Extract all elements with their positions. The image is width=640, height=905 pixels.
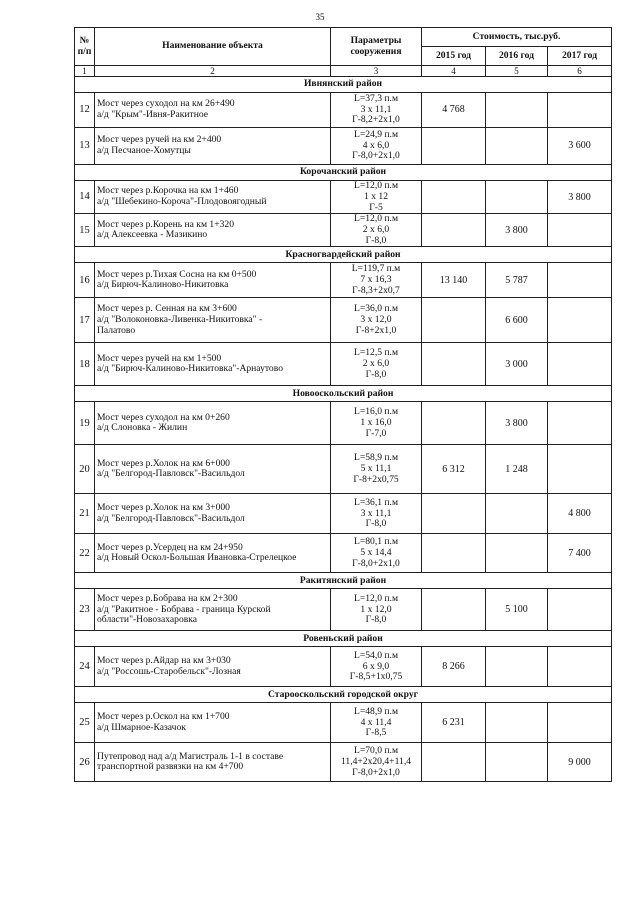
object-name-line: а/д Шмарное-Казачок bbox=[97, 721, 186, 733]
structure-params bbox=[331, 298, 422, 343]
object-name-line: Путепровод над а/д Магистраль 1-1 в составе bbox=[97, 750, 284, 762]
cost-2016 bbox=[486, 181, 548, 214]
structure-param-line: Г-8,5 bbox=[365, 727, 387, 739]
structure-param-line: Г-8,2+2х1,0 bbox=[352, 114, 400, 126]
section-title: Красногвардейский район bbox=[75, 247, 612, 263]
structure-params bbox=[331, 214, 422, 247]
object-name-line: а/д Новый Оскол-Большая Ивановка-Стрелецкое bbox=[97, 552, 297, 564]
structure-param-line: 3 х 11,1 bbox=[360, 507, 392, 519]
structure-param-line: L=12,5 п.м bbox=[353, 347, 399, 359]
row-number: 15 bbox=[75, 214, 95, 247]
cost-2016: 3 800 bbox=[486, 214, 548, 247]
object-name-line: а/д "Россошь-Старобельск"-Лозная bbox=[97, 665, 241, 677]
structure-params bbox=[331, 703, 422, 743]
object-name-line: Палатово bbox=[97, 324, 136, 336]
table-row bbox=[75, 181, 612, 214]
structure-params bbox=[331, 647, 422, 687]
table-row bbox=[75, 589, 612, 631]
col-index: 1 bbox=[75, 66, 95, 77]
structure-param-line: 3 х 11,1 bbox=[360, 103, 392, 115]
object-name-line: а/д "Шебекино-Короча"-Плодовоягодный bbox=[97, 196, 267, 208]
object-name-line: а/д Слоновка - Жилин bbox=[97, 422, 188, 434]
cost-2015 bbox=[422, 343, 486, 386]
structure-params bbox=[331, 534, 422, 573]
table-row bbox=[75, 402, 612, 445]
cost-2017: 3 800 bbox=[548, 181, 612, 214]
structure-param-line: L=80,1 п.м bbox=[353, 536, 399, 548]
cost-2016 bbox=[486, 647, 548, 687]
structure-param-line: Г-8,3+2х0,7 bbox=[352, 284, 400, 296]
structure-param-line: Г-8+2х0,75 bbox=[353, 473, 399, 485]
cost-2016: 5 787 bbox=[486, 263, 548, 298]
cost-2015 bbox=[422, 589, 486, 631]
structure-params bbox=[331, 343, 422, 386]
object-name-line: Мост через р.Айдар на км 3+030 bbox=[97, 655, 231, 667]
object-name bbox=[95, 93, 331, 128]
object-name-line: а/д Алексеевка - Мазикино bbox=[97, 229, 208, 241]
structure-param-line: L=48,9 п.м bbox=[353, 705, 399, 717]
object-name-line: а/д "Бирюч-Калиново-Никитовка"-Арнаутово bbox=[97, 363, 283, 375]
object-name bbox=[95, 214, 331, 247]
structure-param-line: L=12,0 п.м bbox=[353, 213, 399, 225]
object-name bbox=[95, 343, 331, 386]
cost-2017 bbox=[548, 647, 612, 687]
table-row bbox=[75, 128, 612, 165]
structure-param-line: L=12,0 п.м bbox=[353, 180, 399, 192]
cost-2017: 3 600 bbox=[548, 128, 612, 165]
structure-param-line: Г-8,0 bbox=[365, 518, 387, 530]
structure-param-line: L=36,0 п.м bbox=[353, 303, 399, 315]
row-number: 19 bbox=[75, 402, 95, 445]
object-name-line: Мост через р.Холок на км 6+000 bbox=[97, 457, 230, 469]
cost-2015 bbox=[422, 534, 486, 573]
table-body bbox=[75, 77, 612, 782]
object-name-line: Мост через суходол на км 26+490 bbox=[97, 98, 235, 110]
object-name-line: а/д Бирюч-Калиново-Никитовка bbox=[97, 279, 229, 291]
col-index: 2 bbox=[95, 66, 331, 77]
row-number: 24 bbox=[75, 647, 95, 687]
col-index: 5 bbox=[486, 66, 548, 77]
object-name-line: Мост через р.Бобрава на км 2+300 bbox=[97, 592, 238, 604]
cost-2017 bbox=[548, 263, 612, 298]
object-name-line: Мост через р.Усердец на км 24+950 bbox=[97, 541, 243, 553]
bridge-cost-table bbox=[74, 27, 612, 782]
structure-param-line: Г-8,5+1х0,75 bbox=[349, 671, 403, 683]
table-row bbox=[75, 445, 612, 494]
cost-2015 bbox=[422, 743, 486, 782]
object-name bbox=[95, 743, 331, 782]
structure-param-line: 2 х 6,0 bbox=[362, 224, 390, 236]
object-name-line: а/д "Белгород-Павловск"-Васильдол bbox=[97, 512, 245, 524]
structure-params bbox=[331, 743, 422, 782]
cost-2015 bbox=[422, 402, 486, 445]
object-name-line: области"-Новозахаровка bbox=[97, 614, 198, 626]
cost-2017: 9 000 bbox=[548, 743, 612, 782]
structure-param-line: 1 х 12 bbox=[364, 190, 388, 202]
table-row bbox=[75, 534, 612, 573]
structure-params bbox=[331, 402, 422, 445]
structure-param-line: Г-8,0+2х1,0 bbox=[352, 766, 400, 778]
col-header-name: Наименование объекта bbox=[95, 28, 331, 66]
cost-2015 bbox=[422, 181, 486, 214]
structure-param-line: 1 х 12,0 bbox=[360, 603, 392, 615]
object-name bbox=[95, 647, 331, 687]
table-row bbox=[75, 93, 612, 128]
structure-param-line: 1 х 16,0 bbox=[360, 417, 392, 429]
table-row bbox=[75, 343, 612, 386]
section-header-row bbox=[75, 631, 612, 647]
cost-2017 bbox=[548, 298, 612, 343]
object-name-line: Мост через р. Сенная на км 3+600 bbox=[97, 303, 237, 315]
row-number: 26 bbox=[75, 743, 95, 782]
cost-2015 bbox=[422, 494, 486, 534]
cost-2016: 5 100 bbox=[486, 589, 548, 631]
row-number: 23 bbox=[75, 589, 95, 631]
page-number: 35 bbox=[315, 12, 325, 22]
cost-2016 bbox=[486, 534, 548, 573]
table-row bbox=[75, 703, 612, 743]
row-number: 18 bbox=[75, 343, 95, 386]
structure-param-line: 4 х 6,0 bbox=[362, 139, 390, 151]
cost-2017 bbox=[548, 703, 612, 743]
cost-2016 bbox=[486, 93, 548, 128]
section-header-row bbox=[75, 573, 612, 589]
header-row-1 bbox=[75, 28, 612, 47]
row-number: 20 bbox=[75, 445, 95, 494]
structure-param-line: Г-8,0 bbox=[365, 234, 387, 246]
structure-param-line: Г-8,0+2х1,0 bbox=[352, 557, 400, 569]
col-header-2015: 2015 год bbox=[422, 47, 486, 66]
structure-params bbox=[331, 445, 422, 494]
cost-2017 bbox=[548, 589, 612, 631]
table-row bbox=[75, 494, 612, 534]
section-title: Корочанский район bbox=[75, 165, 612, 181]
object-name bbox=[95, 298, 331, 343]
structure-param-line: L=36,1 п.м bbox=[353, 496, 399, 508]
object-name bbox=[95, 402, 331, 445]
object-name-line: Мост через ручей на км 1+500 bbox=[97, 352, 222, 364]
object-name bbox=[95, 263, 331, 298]
cost-2015 bbox=[422, 128, 486, 165]
object-name-line: Мост через р.Оскол на км 1+700 bbox=[97, 711, 230, 723]
cost-2017 bbox=[548, 402, 612, 445]
object-name-line: Мост через р.Корочка на км 1+460 bbox=[97, 185, 239, 197]
object-name bbox=[95, 445, 331, 494]
row-number: 25 bbox=[75, 703, 95, 743]
cost-2017 bbox=[548, 93, 612, 128]
object-name-line: Мост через р.Холок на км 3+000 bbox=[97, 502, 230, 514]
cost-2016 bbox=[486, 703, 548, 743]
structure-param-line: L=58,9 п.м bbox=[353, 452, 399, 464]
structure-param-line: 2 х 6,0 bbox=[362, 358, 390, 370]
structure-param-line: L=12,0 п.м bbox=[353, 592, 399, 604]
col-header-cost: Стоимость, тыс.руб. bbox=[422, 28, 612, 47]
col-header-num: № п/п bbox=[75, 28, 95, 66]
row-number: 14 bbox=[75, 181, 95, 214]
section-title: Новооскольский район bbox=[75, 386, 612, 402]
cost-2017: 7 400 bbox=[548, 534, 612, 573]
structure-param-line: L=24,9 п.м bbox=[353, 128, 399, 140]
object-name-line: а/д "Крым"-Ивня-Ракитное bbox=[97, 109, 209, 121]
structure-param-line: L=37,3 п.м bbox=[353, 92, 399, 104]
object-name-line: а/д "Белгород-Павловск"-Васильдол bbox=[97, 468, 245, 480]
cost-2016: 3 000 bbox=[486, 343, 548, 386]
table-row bbox=[75, 743, 612, 782]
row-number: 13 bbox=[75, 128, 95, 165]
object-name bbox=[95, 181, 331, 214]
object-name-line: а/д "Ракитное - Бобрава - граница Курской bbox=[97, 603, 271, 615]
structure-param-line: L=54,0 п.м bbox=[353, 649, 399, 661]
cost-2015: 8 266 bbox=[422, 647, 486, 687]
cost-2017 bbox=[548, 214, 612, 247]
col-header-2016: 2016 год bbox=[486, 47, 548, 66]
section-title: Ракитянский район bbox=[75, 573, 612, 589]
cost-2015: 6 312 bbox=[422, 445, 486, 494]
structure-param-line: 5 х 14,4 bbox=[360, 547, 392, 559]
object-name bbox=[95, 589, 331, 631]
cost-2017 bbox=[548, 445, 612, 494]
row-number: 12 bbox=[75, 93, 95, 128]
structure-params bbox=[331, 589, 422, 631]
cost-2016 bbox=[486, 743, 548, 782]
structure-param-line: 3 х 12,0 bbox=[360, 314, 392, 326]
object-name-line: транспортной развязки на км 4+700 bbox=[97, 761, 244, 773]
cost-2015: 6 231 bbox=[422, 703, 486, 743]
object-name-line: а/д Песчаное-Хомутцы bbox=[97, 145, 191, 157]
structure-param-line: Г-8,0 bbox=[365, 614, 387, 626]
object-name bbox=[95, 494, 331, 534]
structure-params bbox=[331, 93, 422, 128]
object-name-line: а/д "Волоконовка-Ливенка-Никитовка" - bbox=[97, 314, 263, 326]
table-row bbox=[75, 298, 612, 343]
col-index: 6 bbox=[548, 66, 612, 77]
object-name-line: Мост через ручей на км 2+400 bbox=[97, 134, 222, 146]
row-number: 16 bbox=[75, 263, 95, 298]
object-name bbox=[95, 128, 331, 165]
col-index: 3 bbox=[331, 66, 422, 77]
row-number: 17 bbox=[75, 298, 95, 343]
structure-params bbox=[331, 128, 422, 165]
structure-params bbox=[331, 181, 422, 214]
object-name-line: Мост через суходол на км 0+260 bbox=[97, 411, 230, 423]
structure-param-line: L=119,7 п.м bbox=[351, 263, 401, 275]
structure-param-line: Г-8+2х1,0 bbox=[355, 324, 397, 336]
structure-params bbox=[331, 494, 422, 534]
structure-param-line: 7 х 16,3 bbox=[360, 274, 392, 286]
structure-param-line: 11,4+2х20,4+11,4 bbox=[340, 756, 412, 768]
cost-2017: 4 800 bbox=[548, 494, 612, 534]
object-name bbox=[95, 703, 331, 743]
section-header-row bbox=[75, 386, 612, 402]
section-title: Ивнянский район bbox=[75, 77, 612, 93]
col-header-params: Параметры сооружения bbox=[331, 28, 422, 66]
col-header-2017: 2017 год bbox=[548, 47, 612, 66]
row-number: 21 bbox=[75, 494, 95, 534]
cost-2017 bbox=[548, 343, 612, 386]
object-name-line: Мост через р.Корень на км 1+320 bbox=[97, 218, 235, 230]
cost-2015: 13 140 bbox=[422, 263, 486, 298]
structure-param-line: Г-8,0+2х1,0 bbox=[352, 150, 400, 162]
table-row bbox=[75, 647, 612, 687]
structure-param-line: Г-5 bbox=[369, 201, 383, 213]
cost-2016: 1 248 bbox=[486, 445, 548, 494]
section-title: Старооскольский городской округ bbox=[75, 687, 612, 703]
cost-2015: 4 768 bbox=[422, 93, 486, 128]
structure-param-line: L=70,0 п.м bbox=[353, 745, 399, 757]
col-index: 4 bbox=[422, 66, 486, 77]
structure-param-line: 6 х 9,0 bbox=[362, 660, 390, 672]
cost-2015 bbox=[422, 214, 486, 247]
structure-param-line: Г-7,0 bbox=[365, 427, 387, 439]
structure-params bbox=[331, 263, 422, 298]
section-header-row bbox=[75, 165, 612, 181]
cost-2016 bbox=[486, 494, 548, 534]
section-header-row bbox=[75, 77, 612, 93]
section-title: Ровеньский район bbox=[75, 631, 612, 647]
column-index-row bbox=[75, 66, 612, 77]
section-header-row bbox=[75, 247, 612, 263]
cost-2016: 6 600 bbox=[486, 298, 548, 343]
structure-param-line: 5 х 11,1 bbox=[360, 463, 392, 475]
row-number: 22 bbox=[75, 534, 95, 573]
object-name-line: Мост через р.Тихая Сосна на км 0+500 bbox=[97, 268, 257, 280]
table-row bbox=[75, 214, 612, 247]
structure-param-line: 4 х 11,4 bbox=[360, 716, 392, 728]
structure-param-line: Г-8,0 bbox=[365, 368, 387, 380]
object-name bbox=[95, 534, 331, 573]
cost-2016: 3 800 bbox=[486, 402, 548, 445]
table-row bbox=[75, 263, 612, 298]
cost-2016 bbox=[486, 128, 548, 165]
section-header-row bbox=[75, 687, 612, 703]
cost-2015 bbox=[422, 298, 486, 343]
structure-param-line: L=16,0 п.м bbox=[353, 406, 399, 418]
